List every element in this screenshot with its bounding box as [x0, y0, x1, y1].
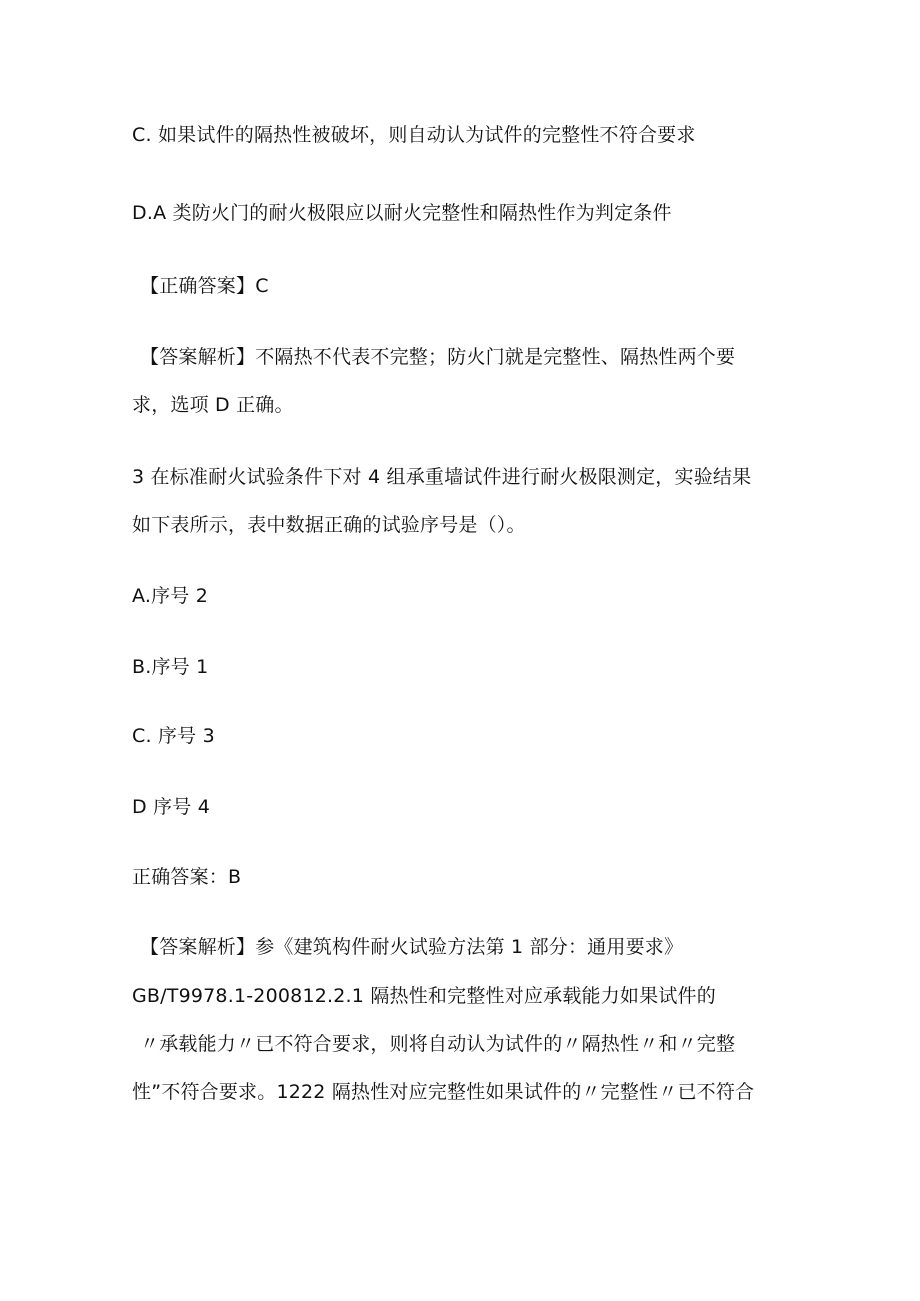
- option-c-text: C. 如果试件的隔热性被破坏，则自动认为试件的完整性不符合要求: [132, 124, 696, 146]
- correct-answer-label: 【正确答案】C: [140, 275, 269, 297]
- correct-answer-q3: 正确答案：B: [132, 866, 242, 888]
- answer-explanation-q3-line-3: 〃承载能力〃已不符合要求，则将自动认为试件的〃隔热性〃和〃完整: [140, 1033, 736, 1055]
- option-b-text: B.序号 1: [132, 656, 209, 678]
- question-3-line-2: 如下表所示，表中数据正确的试验序号是（）。: [132, 514, 526, 536]
- answer-explanation-q3-line-2: GB/T9978.1-200812.2.1 隔热性和完整性对应承载能力如果试件的: [132, 985, 716, 1007]
- answer-explanation-q3-line-4: 性”不符合要求。1222 隔热性对应完整性如果试件的〃完整性〃已不符合: [132, 1081, 755, 1103]
- option-a-text: A.序号 2: [132, 585, 209, 607]
- option-c-text-q3: C. 序号 3: [132, 725, 215, 747]
- answer-explanation-line-2: 求，选项 D 正确。: [132, 394, 294, 416]
- option-d-text-q3: D 序号 4: [132, 796, 210, 818]
- question-3-line-1: 3 在标准耐火试验条件下对 4 组承重墙试件进行耐火极限测定，实验结果: [132, 466, 752, 488]
- answer-explanation-line-1: 【答案解析】不隔热不代表不完整；防火门就是完整性、隔热性两个要: [140, 346, 736, 368]
- option-d-text: D.A 类防火门的耐火极限应以耐火完整性和隔热性作为判定条件: [132, 202, 672, 224]
- answer-explanation-q3-line-1: 【答案解析】参《建筑构件耐火试验方法第 1 部分：通用要求》: [140, 936, 684, 958]
